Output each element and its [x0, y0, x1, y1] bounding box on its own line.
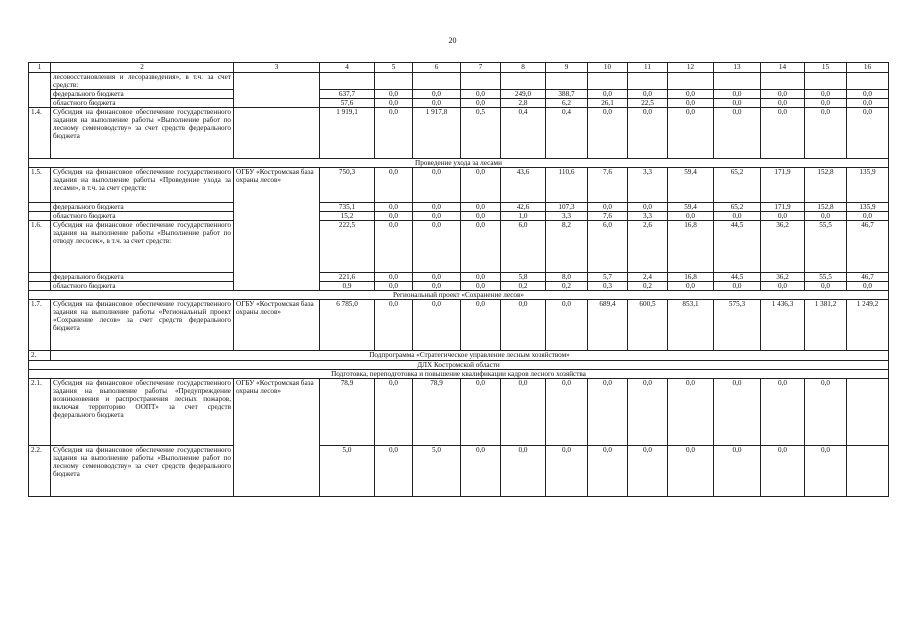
value-cell: 43,6 [501, 168, 546, 203]
value-cell: 5,7 [588, 273, 628, 282]
section-heading: Проведение ухода за лесами [29, 159, 889, 168]
row-description: областного бюджета [51, 282, 234, 291]
header-cell: 16 [847, 63, 889, 73]
value-cell: 0,0 [375, 168, 413, 203]
value-cell: 0,0 [461, 168, 501, 203]
value-cell: 8,2 [546, 221, 588, 273]
header-cell: 6 [413, 63, 461, 73]
value-cell: 42,6 [501, 203, 546, 212]
table-row [29, 379, 889, 446]
value-cell: 0,0 [501, 446, 546, 497]
value-cell [375, 73, 413, 90]
header-cell: 9 [546, 63, 588, 73]
value-cell: 0,0 [461, 221, 501, 273]
value-cell: 0,0 [628, 90, 668, 99]
value-cell [461, 73, 501, 90]
value-cell: 0,9 [320, 282, 375, 291]
value-cell: 5,0 [320, 446, 375, 497]
value-cell: 3,3 [546, 212, 588, 221]
value-cell: 0,0 [588, 203, 628, 212]
value-cell: 0,0 [628, 108, 668, 159]
value-cell: 0,0 [668, 212, 714, 221]
value-cell: 0,0 [413, 168, 461, 203]
value-cell: 0,0 [588, 446, 628, 497]
header-cell: 14 [761, 63, 805, 73]
value-cell: 65,2 [714, 203, 761, 212]
value-cell: 0,0 [461, 273, 501, 282]
page-number: 20 [448, 36, 457, 45]
value-cell [668, 73, 714, 90]
value-cell: 110,6 [546, 168, 588, 203]
value-cell: 750,3 [320, 168, 375, 203]
value-cell: 57,6 [320, 99, 375, 108]
value-cell: 171,9 [761, 203, 805, 212]
value-cell: 0,0 [413, 99, 461, 108]
value-cell: 0,0 [461, 379, 501, 446]
value-cell: 0,0 [413, 203, 461, 212]
value-cell: 0,0 [761, 379, 805, 446]
header-cell: 10 [588, 63, 628, 73]
value-cell: 0,0 [761, 108, 805, 159]
value-cell: 0,4 [546, 108, 588, 159]
value-cell: 78,9 [413, 379, 461, 446]
value-cell: 0,0 [588, 108, 628, 159]
value-cell: 107,3 [546, 203, 588, 212]
value-cell: 0,0 [761, 99, 805, 108]
value-cell: 0,0 [413, 282, 461, 291]
value-cell: 0,5 [461, 108, 501, 159]
value-cell: 0,0 [546, 300, 588, 351]
section-heading: Подготовка, переподготовка и повышение квалификации кадров лесного хозяйства [29, 370, 889, 379]
value-cell: 171,9 [761, 168, 805, 203]
value-cell: 15,2 [320, 212, 375, 221]
value-cell: 0,4 [501, 108, 546, 159]
value-cell: 0,0 [805, 90, 847, 99]
header-cell: 3 [234, 63, 320, 73]
value-cell: 3,3 [628, 168, 668, 203]
header-cell: 1 [29, 63, 51, 73]
value-cell: 0,0 [461, 99, 501, 108]
value-cell: 46,7 [847, 273, 889, 282]
header-cell: 5 [375, 63, 413, 73]
value-cell: 0,0 [413, 300, 461, 351]
table-row [29, 90, 889, 99]
value-cell: 0,0 [714, 446, 761, 497]
value-cell: 0,2 [546, 282, 588, 291]
row-number: 1.5. [29, 168, 51, 203]
row-number: 2. [29, 351, 51, 361]
value-cell: 16,8 [668, 273, 714, 282]
value-cell: 0,0 [714, 108, 761, 159]
value-cell: 0,0 [375, 300, 413, 351]
value-cell: 689,4 [588, 300, 628, 351]
row-description: Субсидия на финансовое обеспечение государственного задания на выполнение работы «Предупреждение возникновения и распространения лесных пожаров, включая территорию ООПТ» за счет средств федерального бюджета [51, 379, 234, 446]
value-cell: 221,6 [320, 273, 375, 282]
value-cell: 1 249,2 [847, 300, 889, 351]
row-description: Субсидия на финансовое обеспечение государственного задания на выполнение работы «Проведение ухода за лесами», в т.ч. за счет средств: [51, 168, 234, 203]
row-description: областного бюджета [51, 212, 234, 221]
value-cell: 0,0 [847, 212, 889, 221]
row-number: 1.7. [29, 300, 51, 351]
value-cell: 0,2 [501, 282, 546, 291]
value-cell [320, 73, 375, 90]
table-row [29, 212, 889, 221]
value-cell: 0,0 [761, 212, 805, 221]
value-cell: 78,9 [320, 379, 375, 446]
value-cell: 2,4 [628, 273, 668, 282]
value-cell: 0,0 [761, 90, 805, 99]
value-cell: 0,0 [375, 212, 413, 221]
value-cell: 2,8 [501, 99, 546, 108]
value-cell: 0,0 [413, 273, 461, 282]
value-cell: 0,0 [847, 108, 889, 159]
value-cell: 0,0 [413, 212, 461, 221]
row-number: 1.6. [29, 221, 51, 273]
header-cell: 12 [668, 63, 714, 73]
value-cell: 0,0 [714, 212, 761, 221]
row-description: Субсидия на финансовое обеспечение государственного задания на выполнение работы «Выполнение работ по отводу лесосек», в т.ч. за счет средств: [51, 221, 234, 273]
value-cell: 0,0 [375, 90, 413, 99]
value-cell [546, 73, 588, 90]
value-cell: 26,1 [588, 99, 628, 108]
value-cell [628, 73, 668, 90]
value-cell: 135,9 [847, 203, 889, 212]
table-row [29, 99, 889, 108]
value-cell: 0,0 [805, 99, 847, 108]
value-cell: 0,0 [668, 282, 714, 291]
header-cell: 2 [51, 63, 234, 73]
value-cell: 0,0 [375, 282, 413, 291]
row-number: 1.4. [29, 108, 51, 159]
value-cell [714, 73, 761, 90]
value-cell: 0,0 [847, 99, 889, 108]
header-cell: 8 [501, 63, 546, 73]
table-row [29, 300, 889, 351]
value-cell: 152,8 [805, 203, 847, 212]
value-cell: 0,0 [588, 379, 628, 446]
value-cell: 59,4 [668, 203, 714, 212]
value-cell: 0,0 [847, 282, 889, 291]
value-cell: 0,2 [628, 282, 668, 291]
value-cell: 0,0 [501, 300, 546, 351]
value-cell: 0,0 [847, 90, 889, 99]
table-row [29, 273, 889, 282]
value-cell: 0,0 [668, 99, 714, 108]
value-cell: 0,0 [546, 446, 588, 497]
value-cell [501, 73, 546, 90]
value-cell: 0,0 [588, 90, 628, 99]
value-cell: 44,5 [714, 273, 761, 282]
value-cell: 388,7 [546, 90, 588, 99]
department-heading: ДЛХ Костромской области [29, 361, 889, 370]
table-row [29, 203, 889, 212]
header-row [29, 63, 889, 73]
value-cell: 0,0 [805, 212, 847, 221]
section-row [29, 159, 889, 168]
header-cell: 13 [714, 63, 761, 73]
value-cell: 0,0 [668, 446, 714, 497]
value-cell: 0,0 [714, 90, 761, 99]
section-heading: Региональный проект «Сохранение лесов» [29, 291, 889, 300]
row-organization: ОГБУ «Костромская база охраны лесов» [234, 168, 320, 291]
value-cell: 7,6 [588, 168, 628, 203]
value-cell: 0,0 [375, 108, 413, 159]
value-cell: 853,1 [668, 300, 714, 351]
value-cell: 55,5 [805, 221, 847, 273]
value-cell: 0,0 [413, 90, 461, 99]
table-row [29, 168, 889, 203]
value-cell: 6 785,0 [320, 300, 375, 351]
value-cell: 0,0 [375, 203, 413, 212]
value-cell: 152,8 [805, 168, 847, 203]
row-organization: ОГБУ «Костромская база охраны лесов» [234, 379, 320, 497]
header-cell: 7 [461, 63, 501, 73]
table-row [29, 221, 889, 273]
value-cell: 0,0 [714, 379, 761, 446]
value-cell: 0,0 [375, 221, 413, 273]
section-row [29, 351, 889, 361]
value-cell [588, 73, 628, 90]
value-cell: 0,0 [461, 90, 501, 99]
value-cell: 0,0 [714, 282, 761, 291]
value-cell: 0,0 [668, 108, 714, 159]
value-cell: 0,0 [461, 203, 501, 212]
value-cell: 1 917,8 [413, 108, 461, 159]
value-cell: 1 919,1 [320, 108, 375, 159]
row-organization: ОГБУ «Костромская база охраны лесов» [234, 300, 320, 351]
section-row [29, 370, 889, 379]
value-cell: 0,0 [761, 446, 805, 497]
value-cell [413, 73, 461, 90]
value-cell: 0,0 [375, 99, 413, 108]
value-cell: 22,5 [628, 99, 668, 108]
value-cell: 0,0 [461, 212, 501, 221]
row-number: 2.2. [29, 446, 51, 497]
table-row [29, 282, 889, 291]
value-cell: 0,0 [805, 282, 847, 291]
value-cell: 0,0 [805, 108, 847, 159]
value-cell: 0,3 [588, 282, 628, 291]
value-cell: 0,0 [375, 379, 413, 446]
table-row [29, 108, 889, 159]
value-cell: 55,5 [805, 273, 847, 282]
value-cell: 7,6 [588, 212, 628, 221]
value-cell: 3,3 [628, 212, 668, 221]
value-cell: 46,7 [847, 221, 889, 273]
row-description: федерального бюджета [51, 90, 234, 99]
value-cell: 0,0 [461, 282, 501, 291]
value-cell: 6,0 [501, 221, 546, 273]
value-cell: 135,9 [847, 168, 889, 203]
value-cell: 1 436,3 [761, 300, 805, 351]
value-cell [847, 73, 889, 90]
value-cell: 0,0 [628, 203, 668, 212]
value-cell: 2,6 [628, 221, 668, 273]
value-cell: 600,5 [628, 300, 668, 351]
value-cell [761, 73, 805, 90]
section-row [29, 291, 889, 300]
value-cell: 36,2 [761, 273, 805, 282]
row-description: областного бюджета [51, 99, 234, 108]
row-description: Субсидия на финансовое обеспечение государственного задания на выполнение работы «Выполнение работ по лесному семеноводству» за счет средств федерального бюджета [51, 446, 234, 497]
row-description: федерального бюджета [51, 203, 234, 212]
value-cell: 6,2 [546, 99, 588, 108]
value-cell: 735,1 [320, 203, 375, 212]
value-cell: 222,5 [320, 221, 375, 273]
value-cell: 0,0 [628, 379, 668, 446]
value-cell: 65,2 [714, 168, 761, 203]
value-cell: 0,0 [375, 446, 413, 497]
value-cell: 5,0 [413, 446, 461, 497]
value-cell: 637,7 [320, 90, 375, 99]
value-cell: 0,0 [628, 446, 668, 497]
value-cell: 8,0 [546, 273, 588, 282]
value-cell: 0,0 [546, 379, 588, 446]
value-cell: 16,8 [668, 221, 714, 273]
value-cell: 0,0 [668, 379, 714, 446]
value-cell: 0,0 [668, 90, 714, 99]
value-cell: 0,0 [461, 300, 501, 351]
row-description: федерального бюджета [51, 273, 234, 282]
value-cell: 0,0 [714, 99, 761, 108]
value-cell: 249,0 [501, 90, 546, 99]
section-row [29, 361, 889, 370]
value-cell: 0,0 [461, 446, 501, 497]
value-cell: 36,2 [761, 221, 805, 273]
value-cell: 575,3 [714, 300, 761, 351]
value-cell: 6,0 [588, 221, 628, 273]
value-cell: 0,0 [805, 446, 847, 497]
value-cell: 0,0 [761, 282, 805, 291]
value-cell [805, 73, 847, 90]
row-number: 2.1. [29, 379, 51, 446]
value-cell: 5,8 [501, 273, 546, 282]
header-cell: 11 [628, 63, 668, 73]
row-description: лесовосстановления и лесоразведения», в т.ч. за счет средств: [51, 73, 234, 90]
row-description: Субсидия на финансовое обеспечение государственного задания на выполнение работы «Региональный проект «Сохранение лесов» за счет средств федерального бюджета [51, 300, 234, 351]
header-cell: 4 [320, 63, 375, 73]
value-cell: 0,0 [501, 379, 546, 446]
row-description: Субсидия на финансовое обеспечение государственного задания на выполнение работы «Выполнение работ по лесному семеноводству» за счет средств федерального бюджета [51, 108, 234, 159]
table-row [29, 73, 889, 90]
header-cell: 15 [805, 63, 847, 73]
value-cell: 0,0 [375, 273, 413, 282]
value-cell [847, 379, 889, 446]
value-cell: 0,0 [413, 221, 461, 273]
value-cell: 0,0 [805, 379, 847, 446]
value-cell: 1,0 [501, 212, 546, 221]
table-row [29, 446, 889, 497]
subprogram-heading: Подпрограмма «Стратегическое управление лесным хозяйством» [51, 351, 889, 361]
budget-table [28, 62, 889, 497]
value-cell: 44,5 [714, 221, 761, 273]
value-cell: 59,4 [668, 168, 714, 203]
value-cell [847, 446, 889, 497]
value-cell: 1 381,2 [805, 300, 847, 351]
row-organization [234, 108, 320, 159]
